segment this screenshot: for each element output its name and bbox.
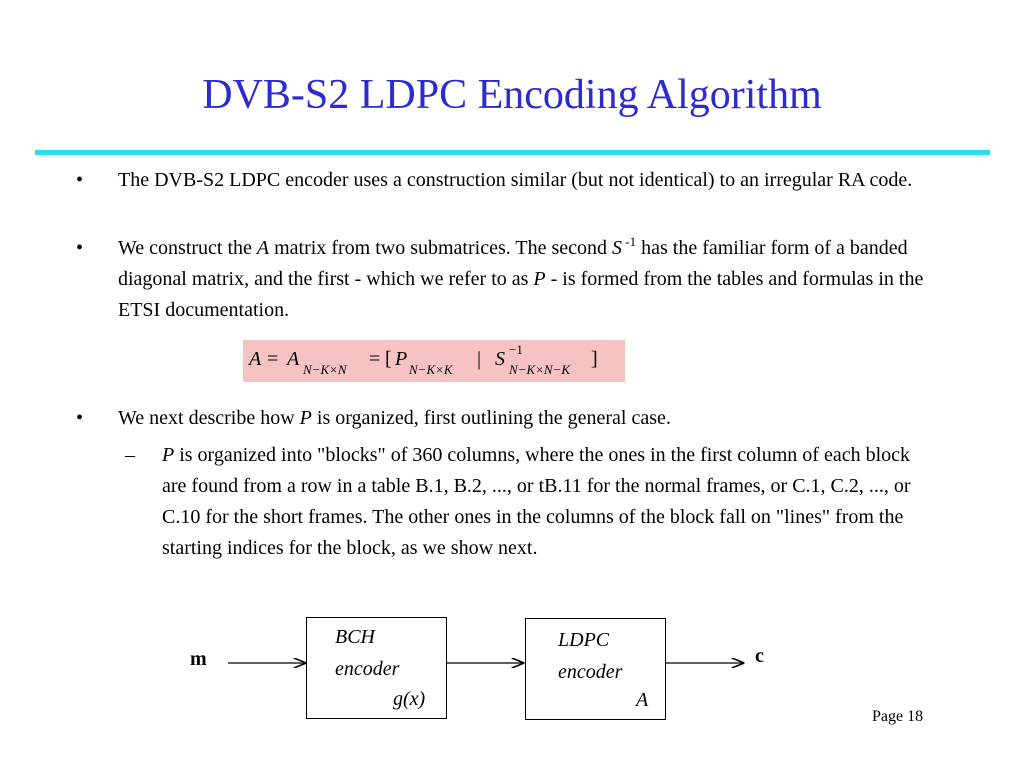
matrix-P-symbol: P	[299, 407, 312, 429]
bullet-text: We next describe how P is organized, first outlining the general case.	[118, 407, 671, 429]
formula-bar: |	[477, 348, 482, 370]
matrix-A-symbol: A	[256, 237, 270, 259]
bullet-text: We construct the A matrix from two submatrices. The second S $^{-1}$ has the familiar form of a banded diagonal matrix, and the first - which we refer to as P - is formed from the tables and formulas in the ETSI documentation.	[118, 234, 924, 321]
bch-label: BCH	[335, 626, 375, 648]
bullet-marker: •	[76, 169, 84, 191]
sub-bullet-marker: –	[125, 444, 135, 466]
ldpc-label: LDPC	[558, 629, 610, 651]
matrix-P-symbol: P	[533, 268, 546, 290]
formula-equals: =	[369, 348, 381, 370]
ldpc-encoder-label: encoder	[558, 661, 623, 683]
bch-encoder-block	[306, 617, 447, 719]
page-number: Page 18	[872, 708, 924, 725]
input-message-label: m	[190, 648, 207, 670]
ldpc-encoder-block	[525, 618, 666, 720]
bullet-marker: •	[76, 237, 84, 259]
formula-P: P	[395, 348, 408, 370]
matrix-P-symbol: P	[162, 444, 175, 466]
bullet-text: The DVB-S2 LDPC encoder uses a construction similar (but not identical) to an irregular RA code.	[118, 169, 913, 191]
bullet-marker: •	[76, 407, 84, 429]
formula-left-bracket: [	[385, 348, 392, 370]
formula-subscript: N−K×N−K	[509, 362, 571, 377]
parity-matrix-label: A	[636, 689, 649, 711]
formula-right-bracket: ]	[591, 348, 598, 370]
formula-superscript: −1	[509, 342, 523, 357]
output-codeword-label: c	[755, 645, 764, 667]
matrix-S-symbol: S	[612, 237, 623, 259]
formula-equals: =	[267, 348, 279, 370]
formula-A: A	[249, 348, 262, 370]
bch-encoder-label: encoder	[335, 658, 400, 680]
formula-S: S	[495, 348, 505, 370]
formula-subscript: N−K×N	[303, 362, 347, 377]
formula-A-sub: A	[287, 348, 300, 370]
sub-bullet-text: P is organized into "blocks" of 360 columns, where the ones in the first column of each block are found from a row in a table B.1, B.2, ..., or tB.11 for the normal frames, or C.1, C.2, ..., or C.10 for the short frames. The other ones in the columns of the block fall on "lines" from the starting indices for the block, as we show next.	[162, 444, 911, 559]
generator-polynomial: g(x)	[393, 688, 426, 710]
slide-title: DVB-S2 LDPC Encoding Algorithm	[202, 72, 822, 118]
inverse-superscript: -1	[622, 234, 637, 249]
formula-subscript: N−K×K	[409, 362, 453, 377]
